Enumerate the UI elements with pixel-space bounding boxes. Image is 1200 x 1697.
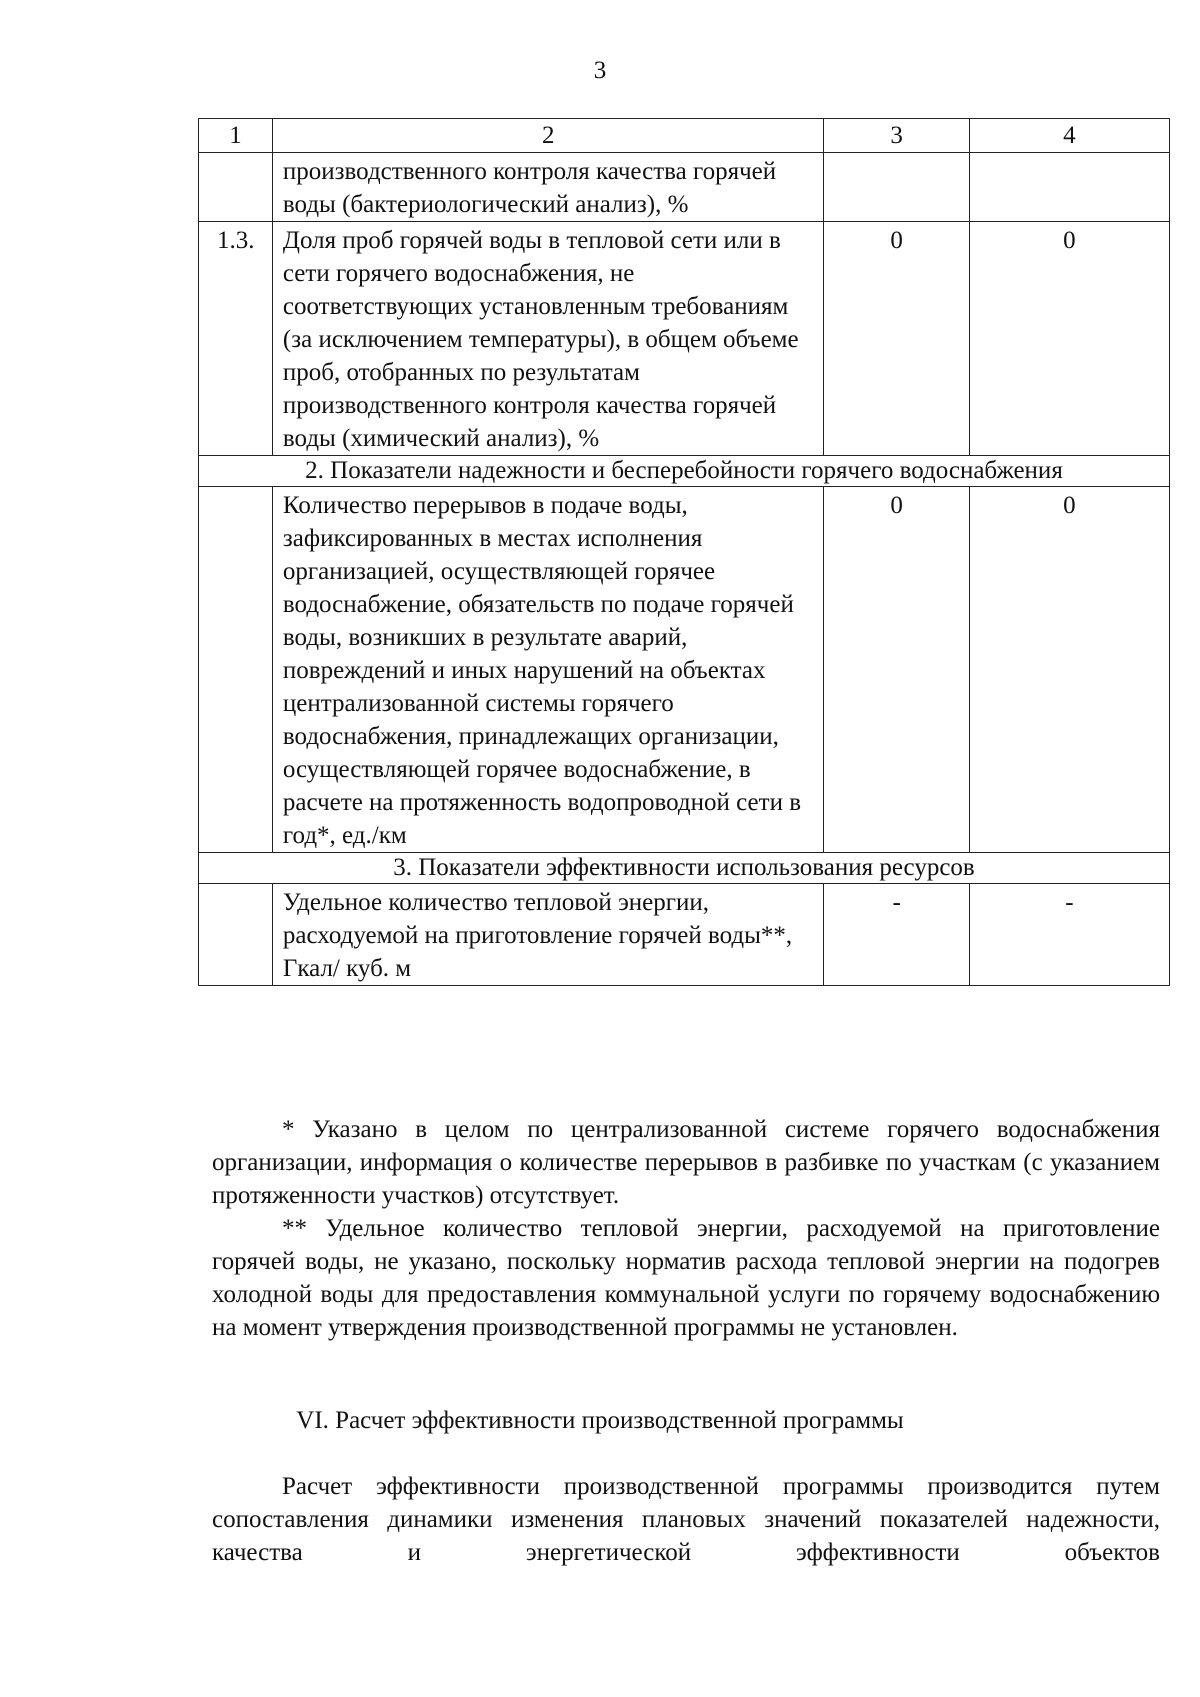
row-col4 [969, 153, 1169, 222]
header-col-2: 2 [272, 119, 824, 153]
indicators-table [198, 118, 1170, 986]
table-row [199, 222, 1170, 456]
footnote-2: ** Удельное количество тепловой энергии, расходуемой на приготовление горячей воды, не указано, поскольку норматив расхода тепловой энергии на подогрев холодной воды для предоставления коммунальной услуги по горячему водоснабжению на момент утверждения производственной программы не установлен. [212, 1215, 1160, 1341]
table-header-row [199, 119, 1170, 153]
footnote-1: * Указано в целом по централизованной системе горячего водоснабжения организации, информация о количестве перерывов в разбивке по участкам (с указанием протяженности участков) отсутствует. [212, 1116, 1160, 1209]
row-col3: 0 [824, 222, 969, 456]
row-text: Удельное количество тепловой энергии, расходуемой на приготовление горячей воды**, Гкал/ куб. м [272, 884, 824, 986]
header-col-3: 3 [824, 119, 969, 153]
body-paragraph: Расчет эффективности производственной программы производится путем сопоставления динамики изменения плановых значений показателей надежности, качества и энергетической эффективности объектов [212, 1473, 1160, 1566]
row-text: производственного контроля качества горячей воды (бактериологический анализ), % [272, 153, 824, 222]
table-row [199, 884, 1170, 986]
row-number [199, 487, 273, 853]
row-col3: 0 [824, 487, 969, 853]
row-col4: 0 [969, 487, 1169, 853]
header-col-4: 4 [969, 119, 1169, 153]
row-number: 1.3. [199, 222, 273, 456]
table-row [199, 487, 1170, 853]
row-col4: - [969, 884, 1169, 986]
header-col-1: 1 [199, 119, 273, 153]
row-number [199, 884, 273, 986]
footnotes [212, 1113, 1160, 1344]
row-col3 [824, 153, 969, 222]
row-col3: - [824, 884, 969, 986]
row-col4: 0 [969, 222, 1169, 456]
section-title-3: 3. Показатели эффективности использования ресурсов [199, 853, 1170, 884]
section-title-2: 2. Показатели надежности и бесперебойности горячего водоснабжения [199, 456, 1170, 487]
body-paragraph-block [212, 1470, 1160, 1569]
section-heading: VI. Расчет эффективности производственной программы [296, 1407, 904, 1434]
row-text: Доля проб горячей воды в тепловой сети или в сети горячего водоснабжения, не соответствующих установленным требованиям (за исключением температуры), в общем объеме проб, отобранных по результатам производственного контроля качества горячей воды (химический анализ), % [272, 222, 824, 456]
table-row [199, 153, 1170, 222]
row-text: Количество перерывов в подаче воды, зафиксированных в местах исполнения организацией, осуществляющей горячее водоснабжение, обязательств по подаче горячей воды, возникших в результате аварий, повреждений и иных нарушений на объектах централизованной системы горячего водоснабжения, принадлежащих организации, осуществляющей горячее водоснабжение, в расчете на протяженность водопроводной сети в год*, ед./км [272, 487, 824, 853]
page-number: 3 [593, 57, 607, 84]
row-number [199, 153, 273, 222]
section-row [199, 853, 1170, 884]
section-row [199, 456, 1170, 487]
